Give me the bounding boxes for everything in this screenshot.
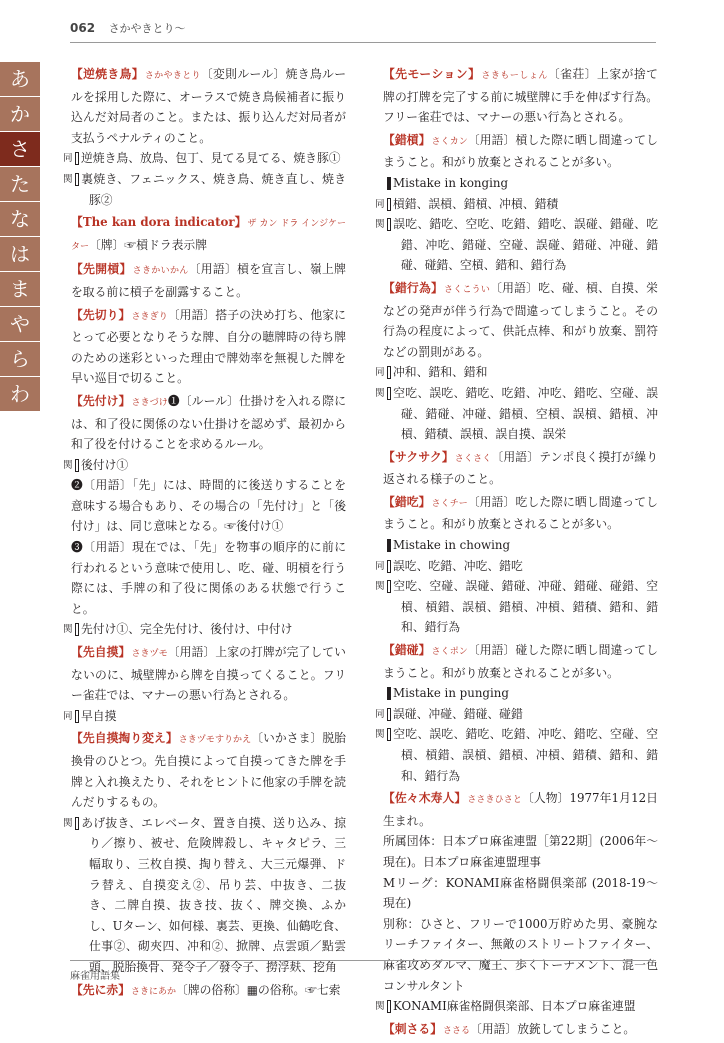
ref-type-badge: 関 — [75, 459, 79, 472]
definition-text: 〔用語〕吃、碰、槓、自摸、栄などの発声が伴う行為で間違ってしまうこと。その行為の程度によって、供託点棒、和がり放棄、罰符などの罰則がある。 — [383, 280, 658, 359]
kana-index-tabs — [0, 62, 40, 412]
ref-type-badge: 関 — [387, 580, 391, 593]
ref-type-badge: 英 — [387, 539, 391, 552]
entry-term: 【The kan dora indicator】 — [71, 215, 247, 230]
entry-reading: ザ カン ドラ インジケーター — [71, 219, 346, 252]
index-tab[interactable]: か — [0, 97, 40, 131]
index-tab[interactable]: な — [0, 202, 40, 236]
entry-term: 【サクサク】 — [383, 449, 454, 464]
cross-reference — [63, 148, 346, 169]
entry-reading: さかやきとり — [144, 71, 201, 81]
entry-term: 【錯碰】 — [383, 643, 431, 658]
footer-title: 麻雀用語集 — [70, 971, 120, 982]
entry-reading: さくさく — [454, 453, 492, 464]
dictionary-entry — [63, 391, 346, 640]
ref-type-badge: 関 — [387, 728, 391, 741]
definition-text: 所属団体：日本プロ麻雀連盟［第22期］(2006年〜現在)。日本プロ麻雀連盟理事 — [383, 834, 658, 869]
definition-text: 〔用語〕テンポ良く摸打が繰り返される様子のこと。 — [383, 449, 658, 487]
cross-reference — [375, 996, 658, 1017]
entry-reading: さきもーしょん — [481, 71, 548, 81]
index-tab[interactable]: わ — [0, 377, 40, 411]
entry-term: 【佐々木寿人】 — [383, 791, 467, 806]
entry-reading: さくカン — [431, 136, 468, 147]
entry-term: 【錯槓】 — [383, 132, 431, 147]
entry-term: 【先付け】 — [71, 393, 131, 408]
entry-reading: さくポン — [431, 647, 468, 658]
definition-text: 〔牌の俗称〕▦の俗称。☞七索 — [176, 982, 341, 997]
definition-text: 〔変則ルール〕焼き鳥ルールを採用した際に、オーラスで焼き鳥候補者に振り込んだ対局者のこと。または、振り込んだ対局者が支払うペナルティのこと。 — [71, 67, 346, 145]
entry-reading: さきかいかん — [132, 266, 189, 277]
ref-text: 空吃、空碰、誤碰、錯碰、冲碰、錯碰、碰錯、空槓、槓錯、誤槓、錯槓、冲槓、錯積、錯和、錯和、錯行為 — [393, 579, 658, 635]
dictionary-entry — [383, 1019, 658, 1042]
ref-type-badge: 関 — [387, 1000, 391, 1013]
definition-text: 〔用語〕槓を宣言し、嶺上牌を取る前に槓子を副露すること。 — [71, 262, 346, 299]
dictionary-entry — [375, 640, 658, 786]
dictionary-entry — [63, 728, 346, 977]
cross-reference — [375, 576, 658, 638]
entry-term: 【先に赤】 — [71, 982, 130, 997]
ref-type-badge: 同 — [387, 198, 391, 211]
left-column — [63, 64, 346, 1004]
ref-text: 空吃、誤吃、錯吃、吃錯、冲吃、錯吃、空碰、空槓、槓錯、誤槓、錯槓、冲槓、錯積、錯和、錯和、錯行為 — [393, 727, 658, 783]
definition-text: 〔用語〕放銃してしまうこと。 — [470, 1021, 636, 1036]
cross-reference — [375, 683, 658, 704]
index-tab-active[interactable]: さ — [0, 132, 40, 166]
ref-type-badge: 同 — [75, 710, 79, 723]
entry-reading: さきヅモ — [131, 649, 168, 660]
dictionary-entry — [383, 447, 658, 490]
definition-text: ❷〔用語〕「先」には、時間的に後送りすることを意味する場合もあり、その場合の「先付け」と「後付け」は、同じ意味となる。☞後付け① — [71, 478, 346, 534]
page-header — [70, 20, 656, 43]
index-tab[interactable]: ら — [0, 342, 40, 376]
ref-type-badge: 同 — [387, 366, 391, 379]
cross-reference — [375, 704, 658, 725]
dictionary-entry — [375, 130, 658, 276]
ref-text: Mistake in chowing — [393, 538, 511, 553]
ref-type-badge: 同 — [75, 152, 79, 165]
ref-text: 誤碰、冲碰、錯碰、碰錯 — [393, 706, 523, 721]
dictionary-entry — [71, 212, 346, 257]
cross-reference — [63, 706, 346, 727]
ref-text: 冲和、錯和、錯和 — [393, 365, 488, 380]
dictionary-entry — [71, 980, 346, 1003]
ref-text: KONAMI麻雀格闘倶楽部、日本プロ麻雀連盟 — [393, 999, 636, 1014]
cross-reference — [375, 724, 658, 786]
ref-type-badge: 英 — [387, 687, 391, 700]
cross-reference — [375, 383, 658, 445]
definition-text: 〔用語〕搭子の決め打ち、他家にとって必要となりそうな牌、自分の聴牌時の待ち牌のための迷彩といった理由で牌効率を無視した牌を早い巡目で切ること。 — [71, 307, 346, 386]
entry-reading: ささる — [443, 1025, 471, 1036]
index-tab[interactable]: や — [0, 307, 40, 341]
entry-reading: さくチー — [431, 498, 468, 509]
definition-text: 〔用語〕上家の打牌が完了していないのに、城壁牌から牌を自摸ってくること。フリー雀荘では、マナーの悪い行為とされる。 — [71, 645, 346, 703]
ref-type-badge: 同 — [387, 708, 391, 721]
definition-text: 〔雀荘〕上家が捨て牌の打牌を完了する前に城壁牌に手を伸ばす行為。フリー雀荘では、マナーの悪い行為とされる。 — [383, 67, 658, 125]
entry-term: 【先自摸掏り変え】 — [71, 731, 178, 746]
page-number: 062 — [70, 21, 96, 35]
definition-text: ❸〔用語〕現在では、「先」を物事の順序的に前に行われるという意味で使用し、吃、碰、明槓を行う際には、手牌の和了役に関係のある状態で行うこと。 — [71, 540, 346, 616]
ref-text: Mistake in konging — [393, 175, 509, 190]
dictionary-entry — [383, 64, 658, 128]
ref-text: 裏焼き、フェニックス、焼き鳥、焼き直し、焼き豚② — [81, 171, 346, 207]
entry-term: 【錯吃】 — [383, 494, 431, 509]
definition-text: 〔用語〕碰した際に晒し間違ってしまうこと。和がり放棄とされることが多い。 — [383, 643, 658, 680]
ref-text: 先付け①、完全先付け、後付け、中付け — [81, 622, 293, 637]
ref-type-badge: 関 — [387, 387, 391, 400]
entry-reading: さきにあか — [131, 986, 177, 997]
ref-text: 早自摸 — [81, 708, 117, 723]
page-footer — [70, 960, 656, 982]
ref-type-badge: 英 — [387, 177, 391, 190]
ref-text: 誤吃、吃錯、冲吃、錯吃 — [393, 558, 523, 573]
dictionary-entry — [375, 788, 658, 1017]
dictionary-entry — [71, 305, 346, 389]
entry-reading: さきづけ — [131, 397, 168, 408]
ref-text: 誤吃、錯吃、空吃、吃錯、錯吃、誤碰、錯碰、吃錯、冲吃、錯碰、空碰、誤碰、錯碰、冲碰、錯碰、碰錯、空槓、錯和、錯行為 — [393, 217, 658, 273]
ref-text: 空吃、誤吃、錯吃、吃錯、冲吃、錯吃、空碰、誤碰、錯碰、冲碰、錯槓、空槓、誤槓、錯槓、冲槓、錯積、誤槓、誤自摸、誤栄 — [393, 385, 658, 442]
cross-reference — [375, 535, 658, 556]
ref-text: 後付け① — [81, 457, 129, 472]
ref-type-badge: 関 — [387, 218, 391, 231]
cross-reference — [375, 214, 658, 276]
right-column — [375, 64, 658, 1043]
cross-reference — [375, 556, 658, 577]
definition-text: 別称：ひさと、フリーで1000万貯めた男、豪腕なリーチファイター、無敵のストリートファイター、麻雀攻めダルマ、魔王、歩くトーナメント、混一色コンサルタント — [383, 916, 658, 993]
entry-term: 【先自摸】 — [71, 645, 131, 660]
cross-reference — [63, 619, 346, 640]
ref-text: 槓錯、誤槓、錯槓、冲槓、錯積 — [393, 196, 559, 211]
index-tab[interactable]: は — [0, 237, 40, 271]
definition-text: ❶〔ルール〕仕掛けを入れる際には、和了役に関係のない仕掛けを認めず、最初から和了役を付けることを求めるルール。 — [71, 393, 346, 452]
ref-type-badge: 関 — [75, 623, 79, 636]
entry-term: 【逆焼き鳥】 — [71, 67, 144, 81]
index-tab[interactable]: ま — [0, 272, 40, 306]
definition-text: 〔用語〕吃した際に晒し間違ってしまうこと。和がり放棄とされることが多い。 — [383, 494, 658, 532]
cross-reference — [375, 173, 658, 194]
ref-text: 逆焼き鳥、放鳥、包丁、見てる見てる、焼き豚① — [81, 151, 341, 166]
entry-reading: さきヅモすりかえ — [178, 735, 252, 746]
definition-text: 〔牌〕☞槓ドラ表示牌 — [89, 237, 207, 252]
dictionary-entry — [375, 278, 658, 445]
definition-text: 〔人物〕1977年1月12日生まれ。 — [383, 791, 658, 828]
dictionary-entry — [71, 259, 346, 302]
definition-text: 〔いかさま〕脱胎換骨のひとつ。先自摸によって自摸ってきた牌を手牌と入れ換えたり、それをヒントに他家の手牌を読んだりするもの。 — [71, 731, 346, 810]
entry-term: 【刺さる】 — [383, 1021, 442, 1036]
running-head: さかやきとり〜 — [108, 22, 186, 35]
index-tab[interactable]: あ — [0, 62, 40, 96]
ref-text: あげ抜き、エレベータ、置き自摸、送り込み、掠り／擦り、被せ、危険牌殺し、キャタピラ、三幅取り、三枚自摸、掏り替え、大三元爆弾、ドラ替え、自摸変え②、吊り芸、中抜き、二抜き、二牌自摸、抜き技、抜く、牌交換、ふかし、Uターン、如何様、裏芸、更換、仙鶴吃食、仕事②、砌夾四、冲和②、掀牌、点雲頭／點雲頭、脱胎換骨、発令子／發令子、撈浮麸、挖角 — [81, 815, 346, 974]
dictionary-entry — [63, 64, 346, 210]
cross-reference — [375, 362, 658, 383]
entry-reading: ささきひさと — [467, 795, 522, 806]
cross-reference — [375, 194, 658, 215]
entry-term: 【錯行為】 — [383, 280, 444, 295]
entry-term: 【先モーション】 — [383, 67, 481, 81]
definition-text: Mリーグ：KONAMI麻雀格闘倶楽部 (2018-19〜現在) — [383, 875, 658, 911]
ref-type-badge: 関 — [75, 817, 79, 830]
cross-reference — [63, 455, 346, 476]
dictionary-entry — [63, 642, 346, 726]
entry-reading: さくこうい — [444, 284, 491, 295]
cross-reference — [63, 169, 346, 210]
index-tab[interactable]: た — [0, 167, 40, 201]
ref-type-badge: 同 — [387, 560, 391, 573]
entry-term: 【先開槓】 — [71, 262, 132, 277]
entry-term: 【先切り】 — [71, 307, 131, 322]
dictionary-entry — [375, 492, 658, 638]
ref-text: Mistake in punging — [393, 686, 509, 701]
cross-reference — [63, 813, 346, 978]
ref-type-badge: 関 — [75, 173, 79, 186]
entry-reading: さきぎり — [131, 311, 168, 322]
definition-text: 〔用語〕槓した際に晒し間違ってしまうこと。和がり放棄とされることが多い。 — [383, 132, 658, 170]
